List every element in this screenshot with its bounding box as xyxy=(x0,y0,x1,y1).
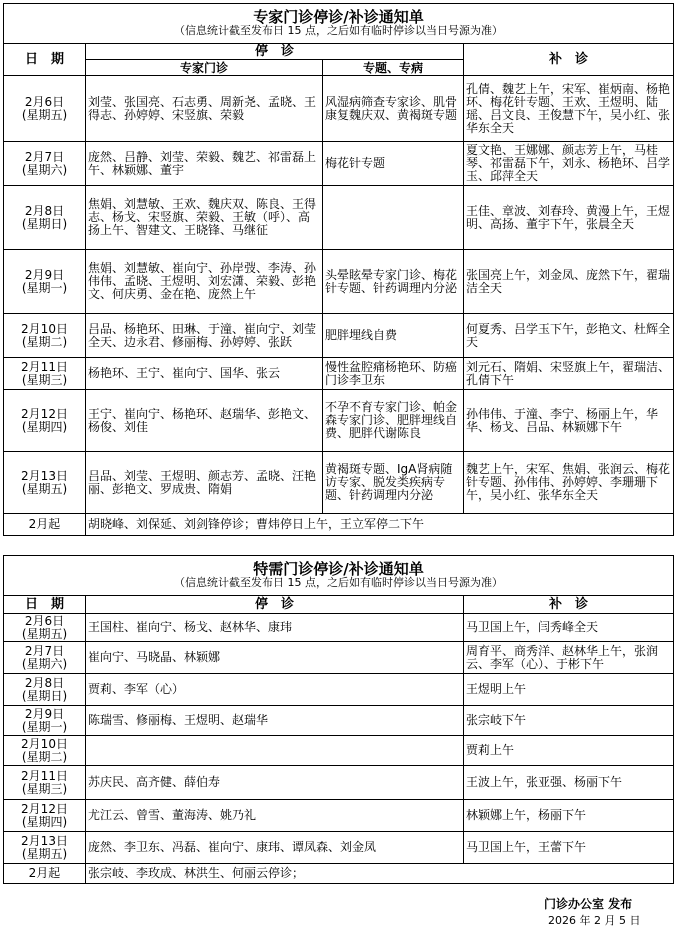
makeup-cell: 王波上午，张亚强、杨丽下午 xyxy=(464,766,674,800)
expert-title-cell xyxy=(4,4,674,44)
special-topic-cell xyxy=(323,186,464,250)
row-weekday: (星期六) xyxy=(21,162,68,177)
date-cell xyxy=(4,736,86,766)
table-row xyxy=(4,390,674,452)
stop-cell: 庞然、李卫东、冯磊、崔向宁、康玮、谭凤森、刘金凤 xyxy=(86,832,464,864)
special-title: 特需门诊停诊/补诊通知单 xyxy=(253,559,424,578)
row-weekday: (星期五) xyxy=(21,626,68,641)
date-cell xyxy=(4,614,86,642)
row-date: 2月9日 xyxy=(24,267,65,282)
stop-cell: 崔向宁、马晓晶、林颖娜 xyxy=(86,642,464,674)
date-cell xyxy=(4,390,86,452)
stop-cell: 尤江云、曾雪、董海涛、姚乃礼 xyxy=(86,800,464,832)
row-date: 2月8日 xyxy=(24,203,65,218)
table-row xyxy=(4,832,674,864)
special-topic-cell: 梅花针专题 xyxy=(323,142,464,186)
row-date: 2月6日 xyxy=(24,94,65,109)
row-date: 2月11日 xyxy=(21,359,68,374)
expert-header-makeup: 补 诊 xyxy=(464,44,674,76)
makeup-cell: 马卫国上午，闫秀峰全天 xyxy=(464,614,674,642)
special-topic-cell: 慢性盆腔痛杨艳环、防癌门诊李卫东 xyxy=(323,358,464,390)
table-row xyxy=(4,642,674,674)
makeup-cell: 孔倩、魏艺上午，宋军、崔炳南、杨艳环、梅花针专题、王欢、王煜明、陆瑶、吕文良、王俊慧下午，吴小红、张华东全天 xyxy=(464,76,674,142)
special-footer-text: 张宗岐、李玫成、林洪生、何丽云停诊； xyxy=(86,864,674,884)
expert-clinic-cell: 刘莹、张国亮、石志勇、周新尧、孟晓、王得志、孙婷婷、宋竖旗、荣毅 xyxy=(86,76,323,142)
special-header-stop: 停 诊 xyxy=(86,596,464,614)
row-weekday: (星期六) xyxy=(21,656,68,671)
table-row xyxy=(4,314,674,358)
stop-cell: 陈瑞雪、修丽梅、王煜明、赵瑞华 xyxy=(86,706,464,736)
row-weekday: (星期一) xyxy=(21,280,68,295)
date-cell xyxy=(4,76,86,142)
expert-clinic-cell: 庞然、吕静、刘莹、荣毅、魏艺、祁雷磊上午、林颖娜、董宇 xyxy=(86,142,323,186)
row-weekday: (星期二) xyxy=(21,334,68,349)
makeup-cell: 周育平、商秀洋、赵林华上午，张润云、李军（心）、于彬下午 xyxy=(464,642,674,674)
makeup-cell: 马卫国上午，王蕾下午 xyxy=(464,832,674,864)
date-cell xyxy=(4,706,86,736)
table-row xyxy=(4,142,674,186)
expert-clinic-cell: 吕品、刘莹、王煜明、颜志芳、孟晓、汪艳丽、彭艳文、罗成贵、隋娟 xyxy=(86,452,323,514)
makeup-cell: 张国亮上午，刘金凤、庞然下午，翟瑞洁全天 xyxy=(464,250,674,314)
table-row xyxy=(4,766,674,800)
special-subtitle: （信息统计截至发布日 15 点，之后如有临时停诊以当日号源为准） xyxy=(174,575,503,589)
publisher: 门诊办公室 发布 xyxy=(544,897,633,911)
makeup-cell: 夏文艳、王娜娜、颜志芳上午，马桂琴、祁雷磊下午，刘永、杨艳环、吕学玉、邱萍全天 xyxy=(464,142,674,186)
stop-cell: 苏庆民、高齐健、薛伯寿 xyxy=(86,766,464,800)
date-cell xyxy=(4,832,86,864)
publish-date: 2026 年 2 月 5 日 xyxy=(548,914,641,927)
table-row xyxy=(4,452,674,514)
table-row xyxy=(4,674,674,706)
date-cell xyxy=(4,358,86,390)
date-cell xyxy=(4,452,86,514)
makeup-cell: 刘元石、隋娟、宋竖旗上午，翟瑞洁、孔倩下午 xyxy=(464,358,674,390)
row-date: 2月11日 xyxy=(21,768,68,783)
makeup-cell: 王佳、章波、刘春玲、黄漫上午，王煜明、高扬、董宇下午，张晨全天 xyxy=(464,186,674,250)
expert-clinic-cell: 吕品、杨艳环、田琳、于潼、崔向宁、刘莹全天、边永君、修丽梅、孙婷婷、张跃 xyxy=(86,314,323,358)
expert-footer-label: 2月起 xyxy=(4,514,86,536)
row-date: 2月12日 xyxy=(21,406,68,421)
special-stop-table xyxy=(3,555,674,884)
makeup-cell: 何夏秀、吕学玉下午，彭艳文、杜辉全天 xyxy=(464,314,674,358)
expert-header-date: 日 期 xyxy=(4,44,86,76)
makeup-cell: 孙伟伟、于潼、李宁、杨丽上午，华华、杨戈、吕品、林颖娜下午 xyxy=(464,390,674,452)
makeup-cell: 林颖娜上午，杨丽下午 xyxy=(464,800,674,832)
stop-cell xyxy=(86,736,464,766)
makeup-cell: 张宗岐下午 xyxy=(464,706,674,736)
expert-subtitle: （信息统计截至发布日 15 点，之后如有临时停诊以当日号源为准） xyxy=(174,23,503,37)
row-weekday: (星期二) xyxy=(21,749,68,764)
row-date: 2月10日 xyxy=(21,736,68,751)
row-date: 2月9日 xyxy=(24,706,65,721)
special-header-makeup: 补 诊 xyxy=(464,596,674,614)
table-row xyxy=(4,736,674,766)
table-row xyxy=(4,706,674,736)
table-row xyxy=(4,186,674,250)
row-weekday: (星期三) xyxy=(21,781,68,796)
row-weekday: (星期一) xyxy=(21,719,68,734)
makeup-cell: 王煜明上午 xyxy=(464,674,674,706)
expert-header-clinic: 专家门诊 xyxy=(86,60,323,76)
expert-clinic-cell: 焦娟、刘慧敏、王欢、魏庆双、陈良、王得志、杨戈、宋竖旗、荣毅、王敏（呼）、高扬上午、智建文、王晓锋、马继征 xyxy=(86,186,323,250)
special-topic-cell: 头晕眩晕专家门诊、梅花针专题、针药调理内分泌 xyxy=(323,250,464,314)
row-weekday: (星期五) xyxy=(21,846,68,861)
date-cell xyxy=(4,250,86,314)
expert-title: 专家门诊停诊/补诊通知单 xyxy=(253,7,424,26)
row-weekday: (星期日) xyxy=(21,688,68,703)
row-date: 2月6日 xyxy=(24,613,65,628)
date-cell xyxy=(4,642,86,674)
expert-footer-text: 胡晓峰、刘保延、刘剑锋停诊；曹炜停日上午，王立军停二下午 xyxy=(86,514,674,536)
special-topic-cell: 不孕不育专家门诊、帕金森专家门诊、肥胖埋线自费、肥胖代谢陈良 xyxy=(323,390,464,452)
date-cell xyxy=(4,314,86,358)
row-date: 2月7日 xyxy=(24,149,65,164)
expert-header-stop: 停 诊 xyxy=(86,44,464,60)
table-row xyxy=(4,358,674,390)
special-topic-cell: 黄褐斑专题、IgA肾病随访专家、脱发类疾病专题、针药调理内分泌 xyxy=(323,452,464,514)
special-topic-cell: 肥胖埋线自费 xyxy=(323,314,464,358)
date-cell xyxy=(4,186,86,250)
expert-clinic-cell: 王宁、崔向宁、杨艳环、赵瑞华、彭艳文、杨俊、刘佳 xyxy=(86,390,323,452)
expert-clinic-cell: 杨艳环、王宁、崔向宁、国华、张云 xyxy=(86,358,323,390)
makeup-cell: 贾莉上午 xyxy=(464,736,674,766)
expert-stop-table xyxy=(3,3,674,536)
date-cell xyxy=(4,142,86,186)
row-date: 2月13日 xyxy=(21,833,68,848)
row-weekday: (星期五) xyxy=(21,481,68,496)
special-header-date: 日 期 xyxy=(4,596,86,614)
table-row xyxy=(4,250,674,314)
row-date: 2月13日 xyxy=(21,468,68,483)
date-cell xyxy=(4,800,86,832)
special-footer-label: 2月起 xyxy=(4,864,86,884)
makeup-cell: 魏艺上午，宋军、焦娟、张润云、梅花针专题、孙伟伟、孙婷婷、李珊珊下午，吴小红、张华东全天 xyxy=(464,452,674,514)
row-date: 2月10日 xyxy=(21,321,68,336)
stop-cell: 王国柱、崔向宁、杨戈、赵林华、康玮 xyxy=(86,614,464,642)
table-row xyxy=(4,614,674,642)
stop-cell: 贾莉、李军（心） xyxy=(86,674,464,706)
expert-header-special: 专题、专病 xyxy=(323,60,464,76)
table-row xyxy=(4,76,674,142)
table-row xyxy=(4,800,674,832)
row-weekday: (星期四) xyxy=(21,419,68,434)
special-topic-cell: 风湿病筛查专家诊、肌骨康复魏庆双、黄褐斑专题 xyxy=(323,76,464,142)
date-cell xyxy=(4,766,86,800)
row-weekday: (星期四) xyxy=(21,814,68,829)
row-weekday: (星期三) xyxy=(21,372,68,387)
row-date: 2月12日 xyxy=(21,801,68,816)
row-date: 2月7日 xyxy=(24,643,65,658)
row-weekday: (星期五) xyxy=(21,107,68,122)
date-cell xyxy=(4,674,86,706)
expert-clinic-cell: 焦娟、刘慧敏、崔向宁、孙岸弢、李涛、孙伟伟、孟晓、王煜明、刘宏潇、荣毅、彭艳文、何庆勇、金在艳、庞然上午 xyxy=(86,250,323,314)
special-title-cell xyxy=(4,556,674,596)
row-weekday: (星期日) xyxy=(21,216,68,231)
row-date: 2月8日 xyxy=(24,675,65,690)
